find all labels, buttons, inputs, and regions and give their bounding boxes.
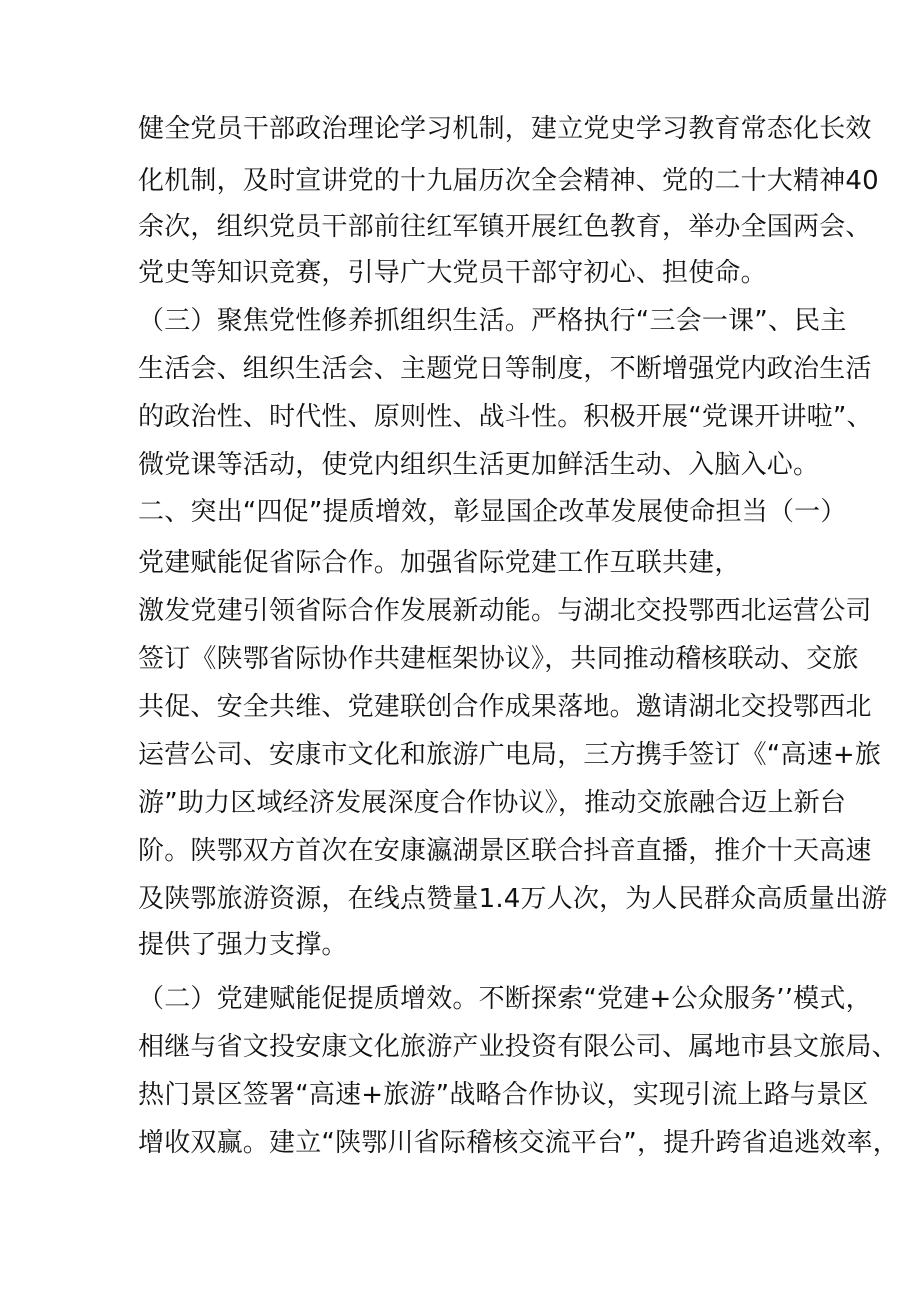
text-line: 相继与省文投安康文化旅游产业投资有限公司、属地市县文旅局、 xyxy=(138,1032,898,1062)
text-line: 的政治性、时代性、原则性、战斗性。积极开展“党课开讲啦”、 xyxy=(138,402,873,432)
text-line: （三）聚焦党性修养抓组织生活。严格执行“三会一课”、民主 xyxy=(138,306,847,336)
text-line: 微党课等活动，使党内组织生活更加鲜活生动、入脑入心。 xyxy=(138,450,820,480)
text-line: 及陕鄂旅游资源，在线点赞量1.4万人次，为人民群众高质量出游 xyxy=(138,884,888,914)
text-line: 提供了强力支撑。 xyxy=(138,930,348,960)
text-line: 化机制，及时宣讲党的十九届历次全会精神、党的二十大精神40 xyxy=(138,166,879,196)
text-line: 游”助力区域经济发展深度合作协议》，推动交旅融合迈上新台 xyxy=(138,788,847,818)
text-line: 党史等知识竞赛，引导广大党员干部守初心、担使命。 xyxy=(138,258,767,288)
section-heading: 二、突出“四促”提质增效，彰显国企改革发展使命担当（一） xyxy=(138,497,847,527)
text-line: 增收双赢。建立“陕鄂川省际稽核交流平台”，提升跨省追逃效率， xyxy=(138,1128,899,1158)
text-line: 运营公司、安康市文化和旅游广电局，三方携手签订《“高速+旅 xyxy=(138,740,882,770)
text-line: 余次，组织党员干部前往红军镇开展红色教育，举办全国两会、 xyxy=(138,212,872,242)
text-line: 共促、安全共维、党建联创合作成果落地。邀请湖北交投鄂西北 xyxy=(138,692,872,722)
text-line: 热门景区签署“高速+旅游”战略合作协议，实现引流上路与景区 xyxy=(138,1080,869,1110)
text-line: 健全党员干部政治理论学习机制，建立党史学习教育常态化长效 xyxy=(138,114,872,144)
text-line: 签订《陕鄂省际协作共建框架协议》，共同推动稽核联动、交旅 xyxy=(138,644,859,674)
text-line: （二）党建赋能促提质增效。不断探索“党建+公众服务’’模式， xyxy=(138,984,872,1014)
text-line: 激发党建引领省际合作发展新动能。与湖北交投鄂西北运营公司 xyxy=(138,596,872,626)
text-line: 阶。陕鄂双方首次在安康瀛湖景区联合抖音直播，推介十天高速 xyxy=(138,836,872,866)
text-line: 党建赋能促省际合作。加强省际党建工作互联共建， xyxy=(138,548,741,578)
text-line: 生活会、组织生活会、主题党日等制度，不断增强党内政治生活 xyxy=(138,354,872,384)
